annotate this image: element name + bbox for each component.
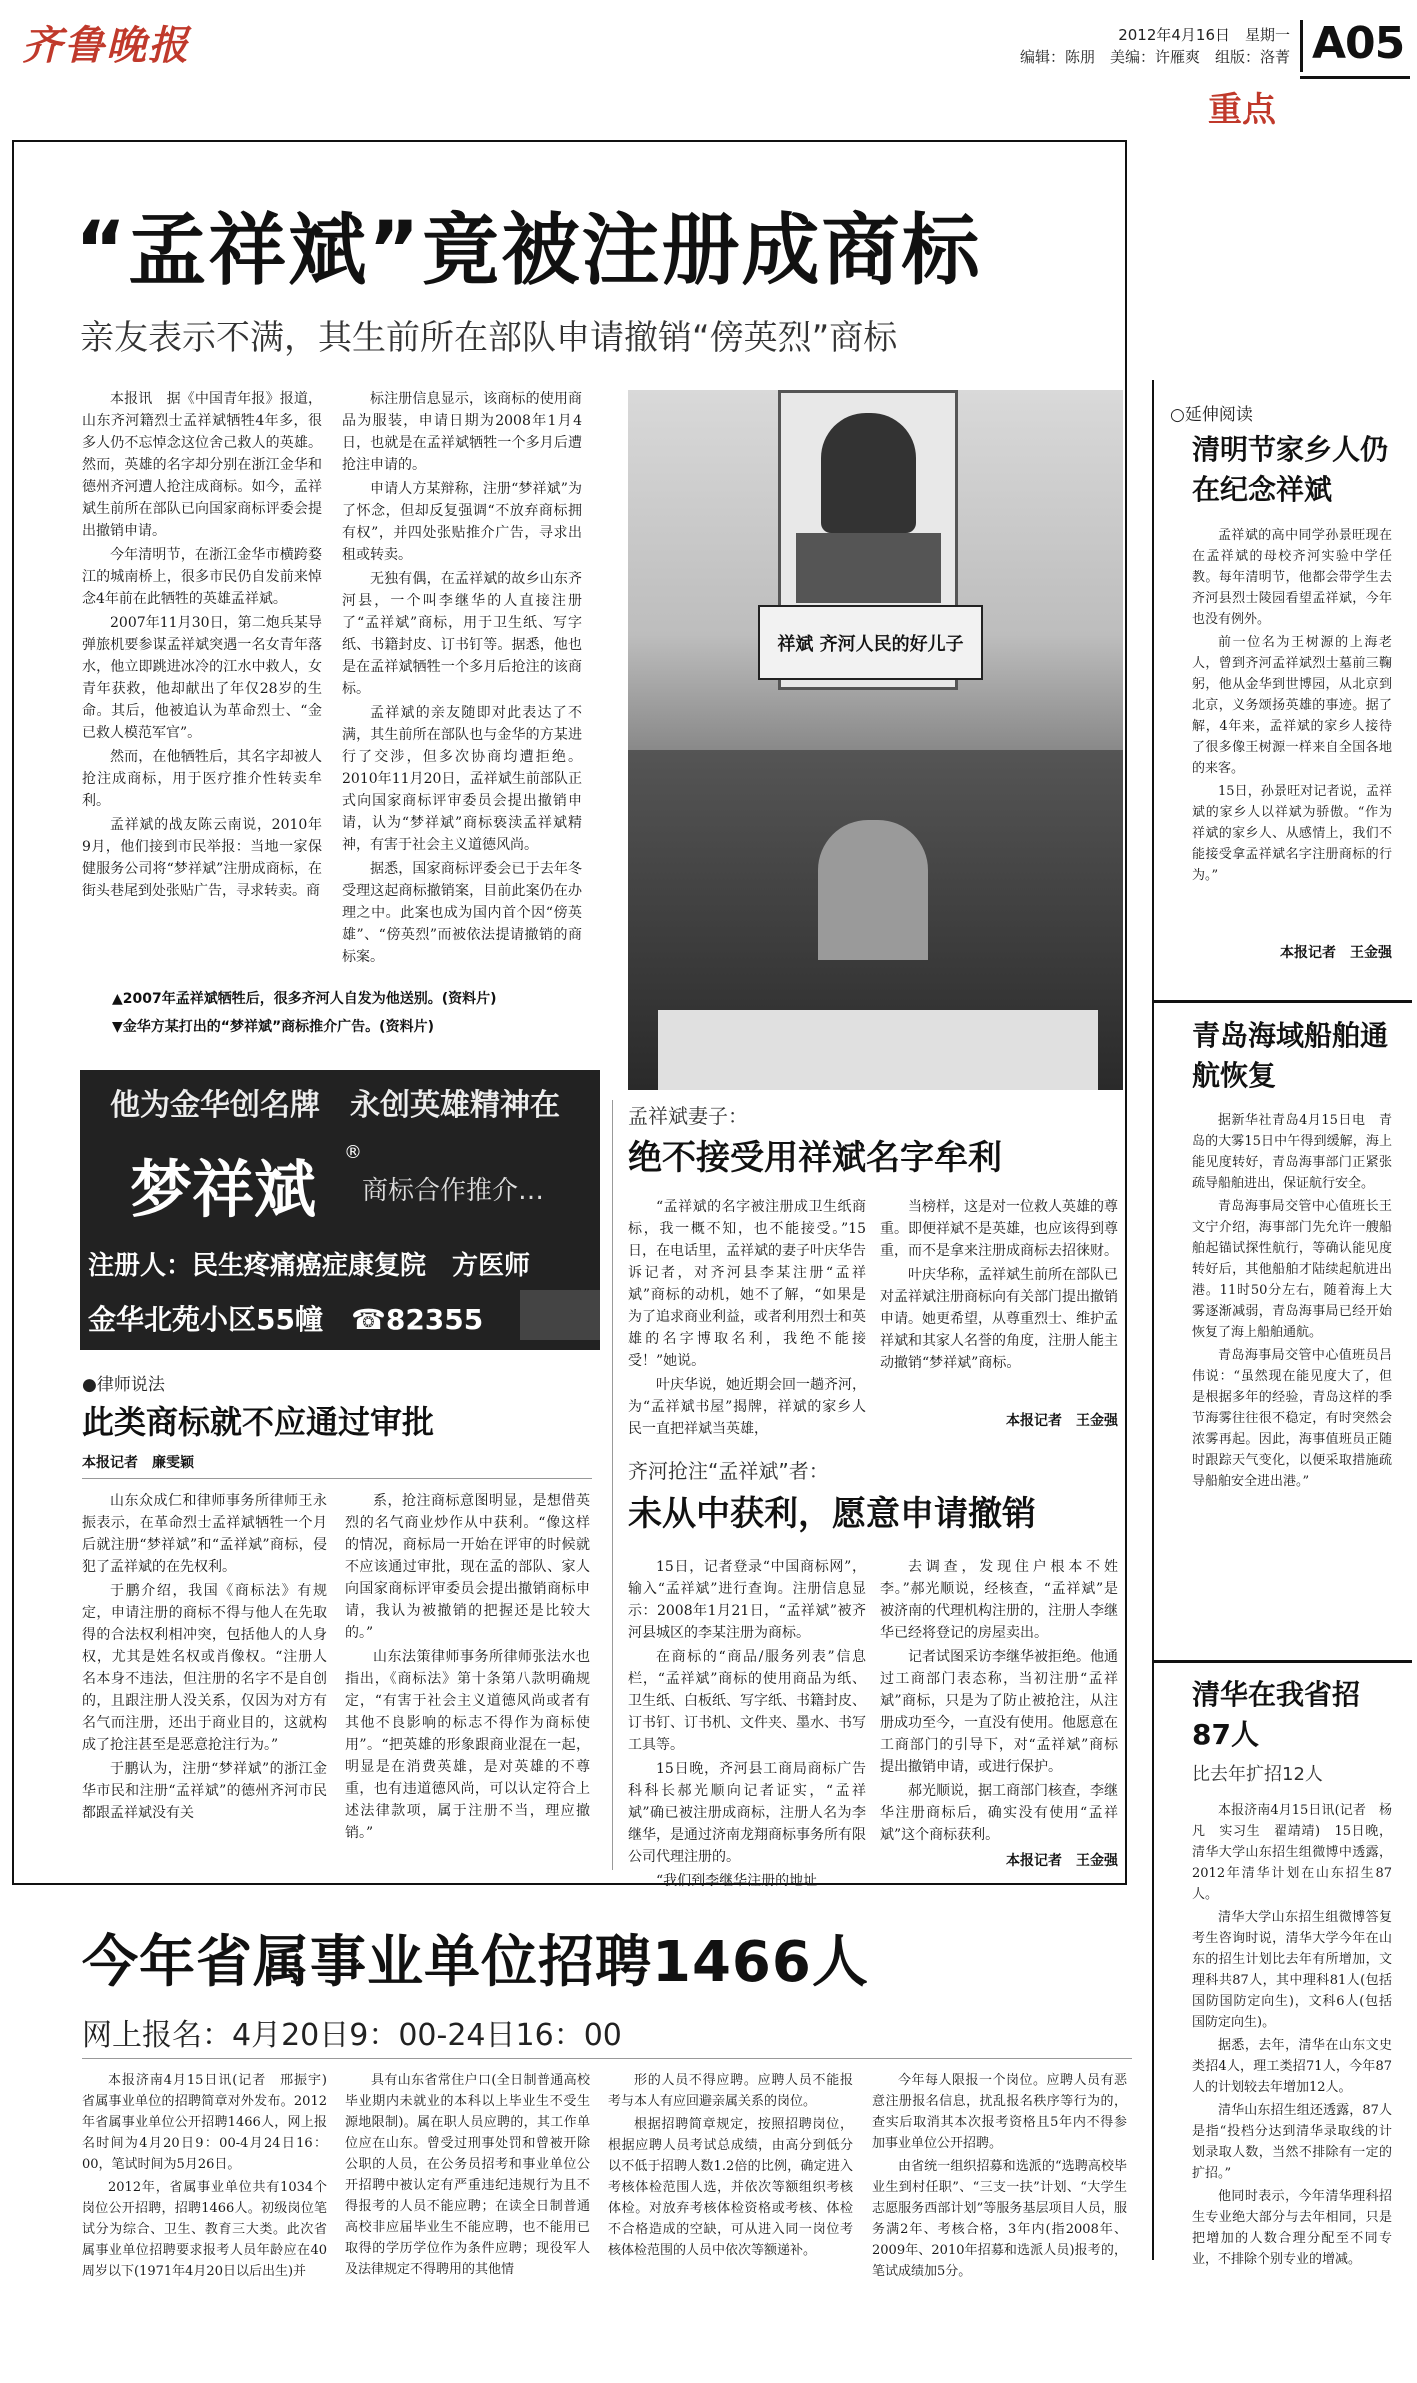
sidebar-border <box>1152 380 1154 2260</box>
lawyer-column-2: 系，抢注商标意图明显，是想借英烈的名气商业炒作从中获利。“像这样的情况，商标局一开始在评审的时候就不应该通过审批，现在孟的部队、家人向国家商标评审委员会提出撤销商标申请，我认为被撤销的把握还是比较大的。” 山东法策律师事务所律师张法水也指出，《商标法》第十条第八款明确规定，“有害于社会主义道德风尚或者有其他不良影响的标志不得作为商标使用”。“把英雄的形象跟商业混在一起，明显是在消费英雄，是对英雄的不尊重，也有违道德风尚，可以认定符合上述法律款项，属于注册不当，理应撤销。” <box>345 1493 590 1841</box>
portrait-figure <box>821 413 916 533</box>
qihe-kicker: 齐河抢注“孟祥斌”者： <box>628 1459 829 1483</box>
issue-date: 2012年4月16日 星期一 <box>1118 26 1290 44</box>
memorial-sign: 祥斌 齐河人民的好儿子 <box>758 605 983 680</box>
photo-caption-2: ▼金华方某打出的“梦祥斌”商标推介广告。(资料片) <box>112 1019 434 1035</box>
ad-blurred-number <box>520 1290 600 1340</box>
qihe-author: 本报记者 王金强 <box>1006 1853 1118 1869</box>
ad-registered-mark: ® <box>344 1142 362 1163</box>
qingdao-body: 据新华社青岛4月15日电 青岛的大雾15日中午得到缓解，海上能见度转好，青岛海事部门正紧张疏导船舶进出，保证航行安全。 青岛海事局交管中心值班长王文宁介绍，海事部门先允许一艘船舶起锚试探性航行，等确认能见度转好后，其他船舶才陆续起航进出港。11时50分左右，随着海上大雾逐渐减弱，青岛海事局已经开始恢复了海上船舶通航。 青岛海事局交管中心值班员吕伟说：“虽然现在能见度大了，但是根据多年的经验，青岛这样的季节海雾往往很不稳定，有时突然会浓雾再起。因此，海事值班员正随时跟踪天气变化，以便采取措施疏导船舶安全进出港。” <box>1192 1113 1392 1489</box>
ad-slogan: 他为金华创名牌 永创英雄精神在 <box>110 1088 560 1123</box>
wife-headline: 绝不接受用祥斌名字牟利 <box>628 1138 1002 1178</box>
ad-registrant: 注册人：民生疼痛癌症康复院 方医师 <box>88 1251 531 1281</box>
lawyer-headline: 此类商标就不应通过审批 <box>82 1403 435 1441</box>
qihe-column-1: 15日，记者登录“中国商标网”，输入“孟祥斌”进行查询。注册信息显示：2008年1月21日，“孟祥斌”被齐河县城区的李某注册为商标。 在商标的“商品/服务列表”信息栏，“孟祥斌”商标的使用商品为纸、卫生纸、白板纸、写字纸、书籍封皮、订书钉、订书机、文件夹、墨水、书写工具等。 15日晚，齐河县工商局商标广告科科长郝光顺向记者证实，“孟祥斌”确已被注册成商标，注册人名为李继华，是通过济南龙翔商标事务所有限公司代理注册的。 “我们到李继华注册的地址 <box>628 1559 866 1889</box>
mourner-figure <box>818 820 928 960</box>
lawyer-column-1: 山东众成仁和律师事务所律师王永振表示，在革命烈士孟祥斌牺牲一个月后就注册“梦祥斌”和“孟祥斌”商标，侵犯了孟祥斌的在先权利。 于鹏介绍，我国《商标法》有规定，申请注册的商标不得与他人在先取得的合法权利相冲突，包括他人的人身权，尤其是姓名权或肖像权。“注册人名本身不违法，但注册的名字不是自创的，且跟注册人没关系，仅因为对方有名气而注册，还出于商业目的，这就构成了抢注甚至是恶意抢注行为。” 于鹏认为，注册“梦祥斌”的浙江金华市民和注册“孟祥斌”的德州齐河市民都跟孟祥斌没有关 <box>82 1493 327 1821</box>
qihe-column-2: 去调查，发现住户根本不姓李。”郝光顺说，经核查，“孟祥斌”是被济南的代理机构注册的，注册人李继华已经将登记的房屋卖出。 记者试图采访李继华被拒绝。他通过工商部门表态称，当初注册“孟祥斌”商标，只是为了防止被抢注，从注册成功至今，一直没有使用。他愿意在工商部门的引导下，对“孟祥斌”商标提出撤销申请，或进行保护。 郝光顺说，据工商部门核查，李继华注册商标后，确实没有使用“孟祥斌”这个商标获利。 <box>880 1559 1118 1843</box>
header-rule-short <box>1300 76 1410 79</box>
wife-kicker: 孟祥斌妻子： <box>628 1104 748 1128</box>
tsinghua-headline: 清华在我省招87人 <box>1192 1678 1361 1751</box>
main-column-2: 标注册信息显示，该商标的使用商品为服装，申请日期为2008年1月4日，也就是在孟祥斌牺牲一个多月后遭抢注申请的。 申请人方某辩称，注册“梦祥斌”为了怀念，但却反复强调“不放弃商标拥有权”，并四处张贴推介广告，寻求出租或转卖。 无独有偶，在孟祥斌的故乡山东齐河县，一个叫李继华的人直接注册了“孟祥斌”商标，用于卫生纸、写字纸、书籍封皮、订书钉等。据悉，他也是在孟祥斌牺牲一个多月后抢注的该商标。 孟祥斌的亲友随即对此表达了不满，其生前所在部队也与金华的方某进行了交涉，但多次协商均遭拒绝。2010年11月20日，孟祥斌生前部队正式向国家商标评审委员会提出撤销申请，认为“梦祥斌”商标亵渎孟祥斌精神，有害于社会主义道德风尚。 据悉，国家商标评委会已于去年冬受理这起商标撤销案，目前此案仍在办理之中。此案也成为国内首个因“傍英雄”、“傍英烈”而被依法提请撤销的商标案。 <box>342 391 582 965</box>
masthead-logo: 齐鲁晚报 <box>22 22 190 69</box>
ad-brand-tail: 商标合作推介… <box>362 1176 545 1206</box>
column-separator <box>612 1100 613 1870</box>
sidebar-rule-1 <box>1152 1000 1412 1003</box>
main-column-1: 本报讯 据《中国青年报》报道，山东齐河籍烈士孟祥斌牺牲4年多，很多人仍不忘悼念这位舍己救人的英雄。然而，英雄的名字却分别在浙江金华和德州齐河遭人抢注成商标。如今，孟祥斌生前所在部队已向国家商标评委会提出撤销申请。 今年清明节，在浙江金华市横跨婺江的城南桥上，很多市民仍自发前来悼念4年前在此牺牲的英雄孟祥斌。 2007年11月30日，第二炮兵某导弹旅机要参谋孟祥斌突遇一名女青年落水，他立即跳进冰冷的江水中救人，女青年获救，他却献出了年仅28岁的生命。其后，他被追认为革命烈士、“金已救人模范军官”。 然而，在他牺牲后，其名字却被人抢注成商标，用于医疗推介性转卖牟利。 孟祥斌的战友陈云南说，2010年9月，他们接到市民举报：当地一家保健服务公司将“梦祥斌”注册成商标，在街头巷尾到处张贴广告，寻求转卖。商 <box>82 391 322 899</box>
bottom-rule <box>82 2058 1132 2059</box>
main-subheadline: 亲友表示不满，其生前所在部队申请撤销“傍英烈”商标 <box>80 318 898 358</box>
funeral-photo <box>628 390 1123 1090</box>
qingming-author: 本报记者 王金强 <box>1280 945 1392 961</box>
portrait-uniform <box>796 533 941 603</box>
ad-address: 金华北苑小区55幢 ☎82355 <box>88 1303 484 1336</box>
tsinghua-body: 本报济南4月15日讯(记者 杨凡 实习生 翟靖靖) 15日晚，清华大学山东招生组微博中透露，2012年清华计划在山东招生87人。 清华大学山东招生组微博答复考生咨询时说，清华大学今年在山东的招生计划比去年有所增加，文理科共87人，其中理科81人(包括国防国防定向生)，文科6人(包括国防定向生)。 据悉，去年，清华在山东文史类招4人，理工类招71人，今年87人的计划较去年增加12人。 清华山东招生组还透露，87人是指“投档分达到清华录取线的计划录取人数，当然不排除有一定的扩招。” 他同时表示，今年清华理科招生专业绝大部分与去年相同，只是把增加的人数合理分配至不同专业，不排除个别专业的增减。 <box>1192 1803 1392 2267</box>
section-label: 重点 <box>1208 90 1276 130</box>
wife-column-2: 当榜样，这是对一位救人英雄的尊重。即便祥斌不是英雄，也应该得到尊重，而不是拿来注册成商标去招徕财。 叶庆华称，孟祥斌生前所在部队已对孟祥斌注册商标向有关部门提出撤销申请。她更希望，从尊重烈士、维护孟祥斌和其家人名誉的角度，注册人能主动撤销“梦祥斌”商标。 <box>880 1199 1118 1371</box>
bottom-subheadline: 网上报名：4月20日9：00-24日16：00 <box>82 2018 622 2053</box>
extend-reading-tag: ○延伸阅读 <box>1170 405 1253 425</box>
ad-brand: 梦祥斌 <box>130 1153 317 1226</box>
header-divider <box>1300 20 1303 72</box>
bottom-headline: 今年省属事业单位招聘1466人 <box>82 1930 869 1995</box>
bottom-column-1: 本报济南4月15日讯(记者 邢振宇) 省属事业单位的招聘简章对外发布。2012年省属事业单位公开招聘1466人，网上报名时间为4月20日9：00-4月24日16：00，笔试时间为5月26日。 2012年，省属事业单位共有1034个岗位公开招聘，招聘1466人。初级岗位笔试分为综合、卫生、教育三大类。此次省属事业单位招聘要求报考人员年龄应在40周岁以下(1971年4月20日以后出生)并 <box>82 2073 341 2279</box>
lawyer-tag: ●律师说法 <box>82 1375 165 1395</box>
photo-caption-1: ▲2007年孟祥斌牺牲后，很多齐河人自发为他送别。(资料片) <box>112 991 497 1007</box>
main-headline: “孟祥斌”竟被注册成商标 <box>75 206 982 296</box>
banner-strip <box>658 1010 1098 1090</box>
page-number: A05 <box>1312 18 1405 69</box>
qingdao-headline: 青岛海域船舶通航恢复 <box>1192 1019 1389 1092</box>
trademark-ad-photo <box>80 1070 600 1350</box>
wife-column-1: “孟祥斌的名字被注册成卫生纸商标，我一概不知，也不能接受。”15日，在电话里，孟祥斌的妻子叶庆华告诉记者，对齐河县李某注册“孟祥斌”商标的动机，她不了解，“如果是为了追求商业利益，或者利用烈士和英雄的名字博取名利，我绝不能接受！”她说。 叶庆华说，她近期会回一趟齐河，为“孟祥斌书屋”揭牌，祥斌的家乡人民一直把祥斌当英雄， <box>628 1199 866 1437</box>
lawyer-rule <box>82 1478 592 1479</box>
qingming-body: 孟祥斌的高中同学孙景旺现在在孟祥斌的母校齐河实验中学任教。每年清明节，他都会带学生去齐河县烈士陵园看望孟祥斌，今年也没有例外。 前一位名为王树源的上海老人，曾到齐河孟祥斌烈士墓前三鞠躬，他从金华到世博园，从北京到北京，义务颂扬英雄的事迹。据了解，4年来，孟祥斌的家乡人接待了很多像王树源一样来自全国各地的来客。 15日，孙景旺对记者说，孟祥斌的家乡人以祥斌为骄傲。“作为祥斌的家乡人、从感情上，我们不能接受拿孟祥斌名字注册商标的行为。” <box>1192 528 1392 883</box>
sidebar-rule-2 <box>1152 1660 1412 1663</box>
qingming-headline: 清明节家乡人仍在纪念祥斌 <box>1192 433 1389 506</box>
editor-credits: 编辑：陈朋 美编：许雁爽 组版：洛菁 <box>1019 48 1290 66</box>
lawyer-byline: 本报记者 廉雯颖 <box>82 1455 194 1471</box>
tsinghua-subheadline: 比去年扩招12人 <box>1192 1764 1323 1785</box>
qihe-headline: 未从中获利，愿意申请撤销 <box>628 1494 1036 1534</box>
wife-author: 本报记者 王金强 <box>1006 1413 1118 1429</box>
bottom-column-4: 今年每人限报一个岗位。应聘人员有恶意注册报名信息，扰乱报名秩序等行为的，查实后取消其本次报考资格且5年内不得参加事业单位公开招聘。 由省统一组织招募和选派的“选聘高校毕业生到村任职”、“三支一扶”计划、“大学生志愿服务西部计划”等服务基层项目人员，服务满2年、考核合格，3年内(指2008年、2009年、2010年招募和选派人员)报考的，笔试成绩加5分。 <box>872 2073 1127 2279</box>
bottom-column-3: 形的人员不得应聘。应聘人员不能报考与本人有应回避亲属关系的岗位。 根据招聘简章规定，按照招聘岗位，根据应聘人员考试总成绩，由高分到低分以不低于招聘人数1.2倍的比例，确定进入考核体检范围人选，并依次等额组织考核体检。对放弃考核体检资格或考核、体检不合格造成的空缺，可从进入同一岗位考核体检范围的人员中依次等额递补。 <box>608 2073 853 2258</box>
header-info <box>960 24 1290 68</box>
bottom-column-2: 具有山东省常住户口(全日制普通高校毕业期内未就业的本科以上毕业生不受生源地限制)。属在职人员应聘的，其工作单位应在山东。曾受过刑事处罚和曾被开除公职的人员，在公务员招考和事业单位公开招聘中被认定有严重违纪违规行为且不得报考的人员不能应聘；在读全日制普通高校非应届毕业生不能应聘，也不能用已取得的学历学位作为条件应聘；现役军人及法律规定不得聘用的其他情 <box>345 2073 590 2277</box>
